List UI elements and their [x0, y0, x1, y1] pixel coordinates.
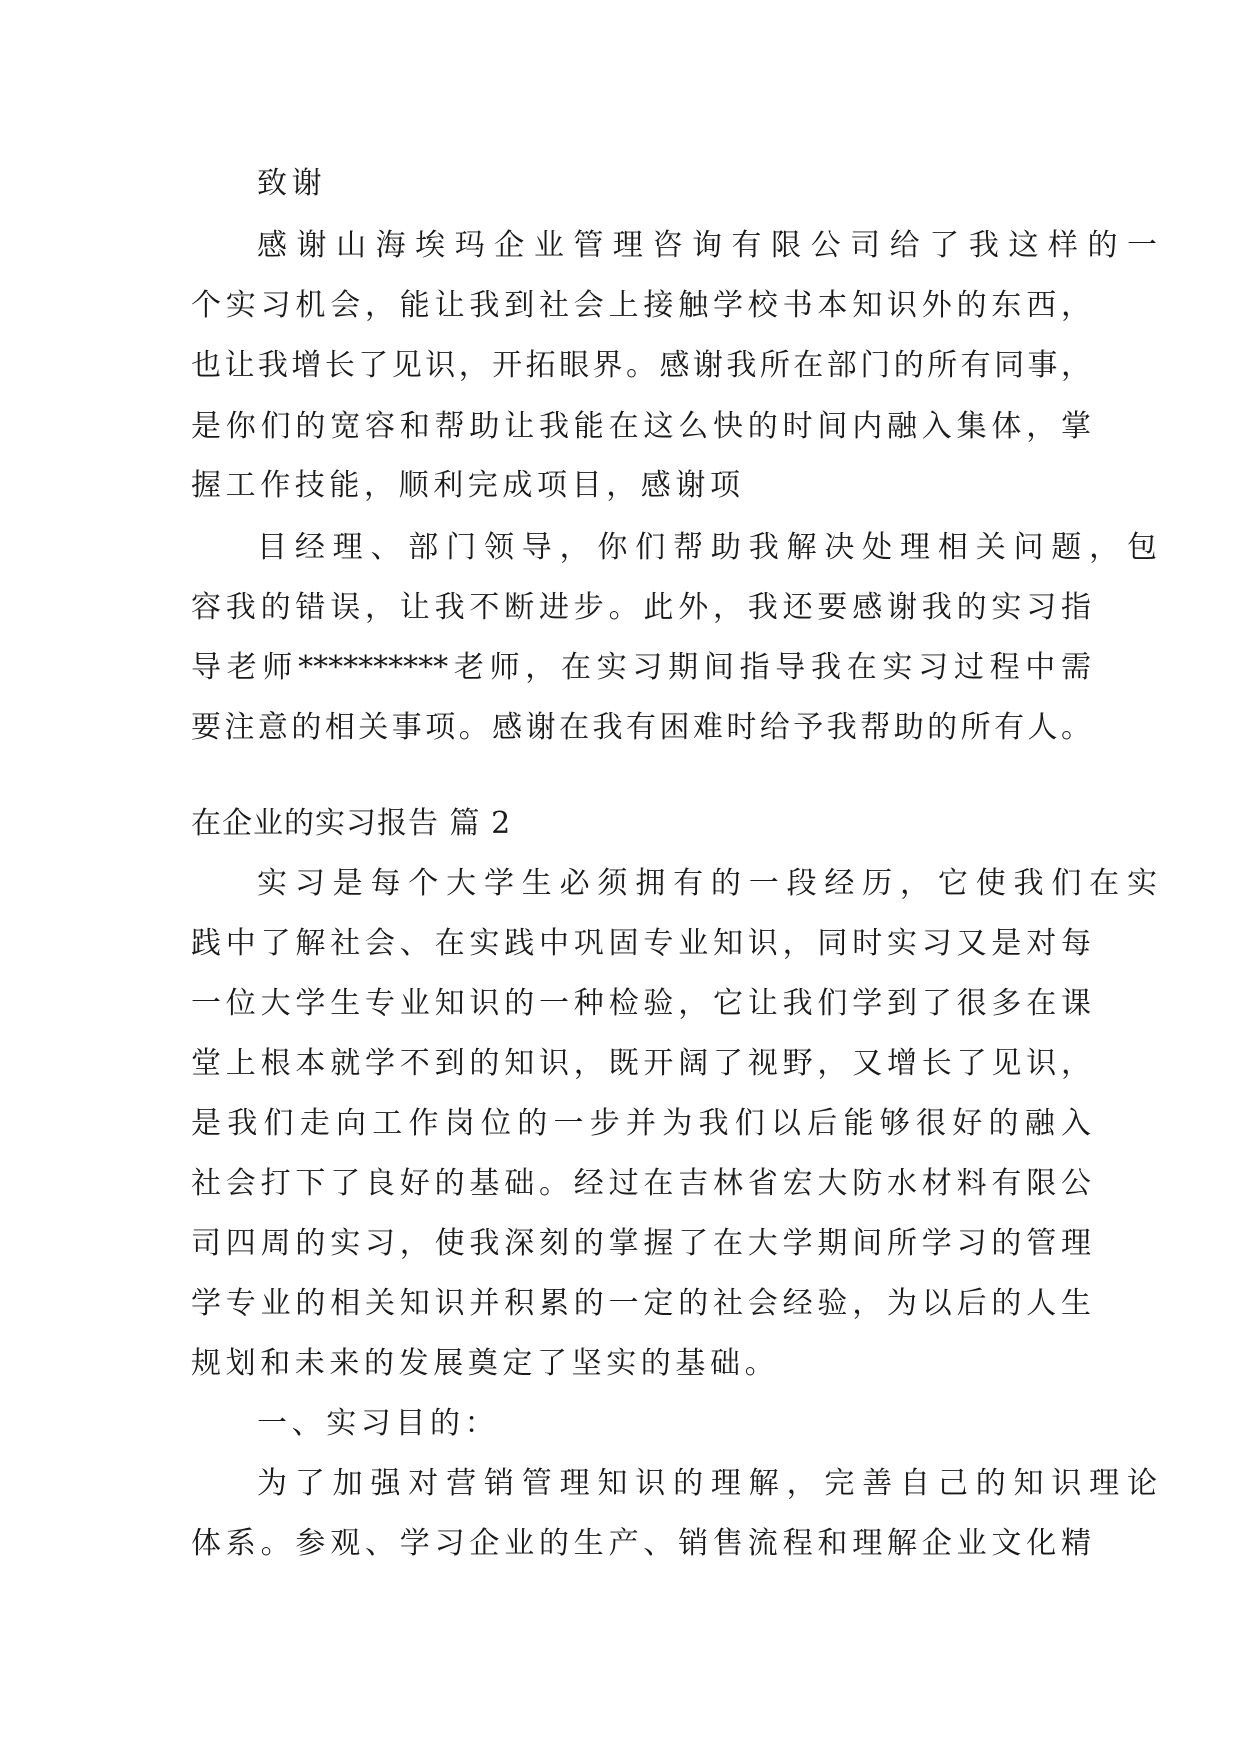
subheading-internship-purpose: 一、实习目的： [257, 1406, 500, 1441]
paragraph-line: 实习是每个大学生必须拥有的一段经历，它使我们在实 [257, 866, 1157, 901]
section-title-acknowledgement: 致谢 [257, 166, 327, 201]
paragraph-line: 导老师**********老师，在实习期间指导我在实习过程中需 [191, 650, 1091, 685]
paragraph-line: 是我们走向工作岗位的一步并为我们以后能够很好的融入 [191, 1106, 1091, 1141]
paragraph-line: 规划和未来的发展奠定了坚实的基础。 [191, 1346, 780, 1381]
paragraph-line: 目经理、部门领导，你们帮助我解决处理相关问题，包 [257, 530, 1157, 565]
paragraph-line: 是你们的宽容和帮助让我能在这么快的时间内融入集体，掌 [191, 409, 1091, 444]
paragraph-line: 个实习机会，能让我到社会上接触学校书本知识外的东西， [191, 288, 1091, 323]
section-title-report: 在企业的实习报告 篇 2 [191, 806, 512, 841]
paragraph-line: 要注意的相关事项。感谢在我有困难时给予我帮助的所有人。 [191, 710, 1091, 745]
paragraph-line: 也让我增长了见识，开拓眼界。感谢我所在部门的所有同事， [191, 348, 1091, 383]
paragraph-line: 为了加强对营销管理知识的理解，完善自己的知识理论 [257, 1466, 1157, 1501]
paragraph-line: 学专业的相关知识并积累的一定的社会经验，为以后的人生 [191, 1286, 1091, 1321]
paragraph-line: 堂上根本就学不到的知识，既开阔了视野，又增长了见识， [191, 1046, 1091, 1081]
paragraph-line: 践中了解社会、在实践中巩固专业知识，同时实习又是对每 [191, 926, 1091, 961]
paragraph-line: 握工作技能，顺利完成项目，感谢项 [191, 468, 745, 503]
paragraph-line: 社会打下了良好的基础。经过在吉林省宏大防水材料有限公 [191, 1166, 1091, 1201]
paragraph-line: 司四周的实习，使我深刻的掌握了在大学期间所学习的管理 [191, 1226, 1091, 1261]
paragraph-line: 感谢山海埃玛企业管理咨询有限公司给了我这样的一 [257, 228, 1157, 263]
paragraph-line: 体系。参观、学习企业的生产、销售流程和理解企业文化精 [191, 1526, 1091, 1561]
paragraph-line: 容我的错误，让我不断进步。此外，我还要感谢我的实习指 [191, 590, 1091, 625]
paragraph-line: 一位大学生专业知识的一种检验，它让我们学到了很多在课 [191, 986, 1091, 1021]
